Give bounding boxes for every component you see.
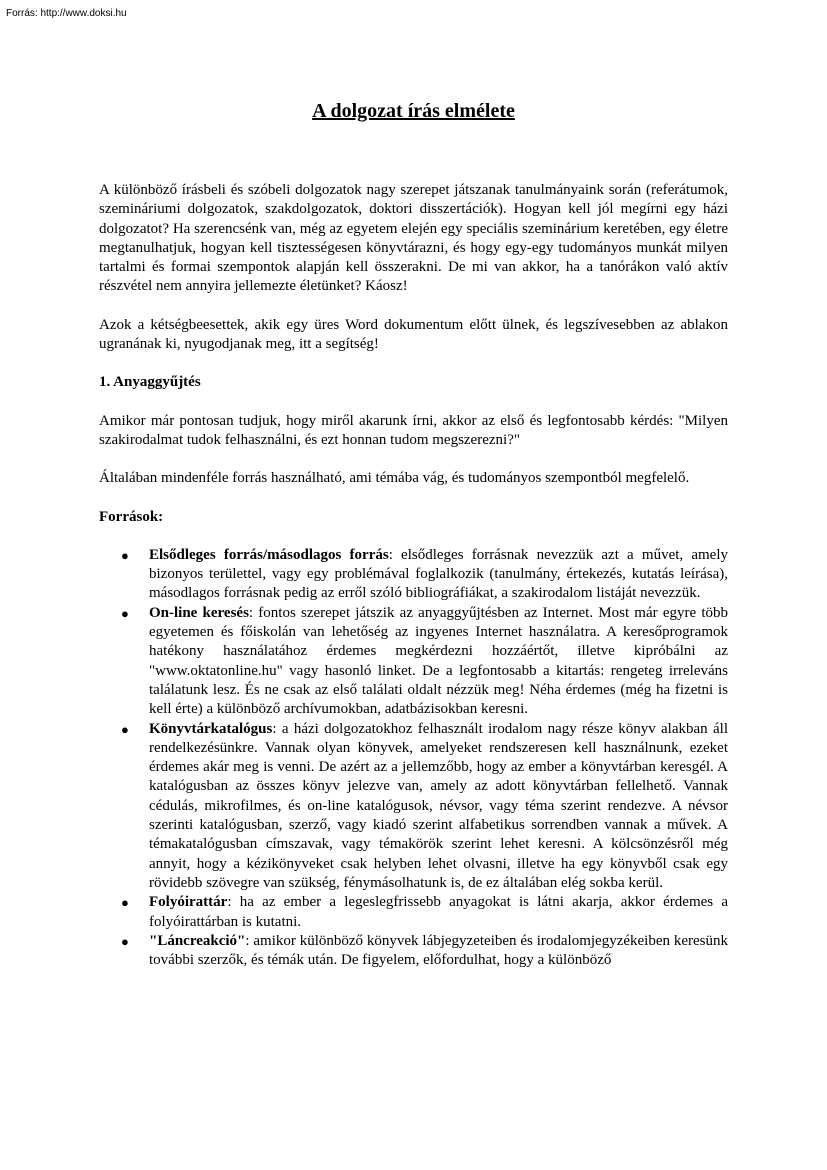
bullet-icon: ●	[121, 547, 129, 563]
document-body	[99, 181, 728, 970]
list-item-term: Elsődleges forrás/másodlagos forrás	[149, 546, 389, 563]
page-title: A dolgozat írás elmélete	[312, 100, 515, 122]
list-item-term: Folyóirattár	[149, 894, 228, 911]
source-note: Forrás: http://www.doksi.hu	[6, 8, 127, 19]
list-item	[99, 893, 728, 932]
intro-paragraph-2: Azok a kétségbeesettek, akik egy üres Word dokumentum előtt ülnek, és legszívesebben az ablakon ugranának ki, nyugodjanak meg, itt a segítség!	[99, 316, 728, 353]
list-item-term: "Láncreakció"	[149, 932, 246, 949]
list-item-text: : elsődleges forrásnak nevezzük azt a művet, amely bizonyos területtel, vagy egy problémával foglalkozik (tanulmány, értekezés, kutatás leírása), másodlagos forrásnak pedig az erről szóló bibliográfiákat, a szakirodalom listáját nevezzük.	[149, 546, 728, 602]
list-item-text: : amikor különböző könyvek lábjegyzeteiben és irodalomjegyzékeiben keresünk további szerzők, és témák után. De figyelem, előfordulhat, hogy a különböző	[149, 932, 728, 969]
section1-paragraph-2: Általában mindenféle forrás használható, ami témába vág, és tudományos szempontból megfelelő.	[99, 470, 690, 487]
intro-paragraph-1: A különböző írásbeli és szóbeli dolgozatok nagy szerepet játszanak tanulmányaink során (referátumok, szemináriumi dolgozatok, szakdolgozatok, doktori disszertációk). Hogyan kell jól megírni egy házi dolgozatot? Ha szerencsénk van, még az egyetem elején egy speciális szeminárium keretében, egy életre megtanulhatjuk, hogyan kell tisztességesen könyvtárazni, és hogy egy-egy tudományos munkát milyen tartalmi és formai szempontok alapján kell összerakni. De mi van akkor, ha a tanórákon való aktív részvétel nem annyira jellemezte életünket? Káosz!	[99, 182, 728, 295]
list-item	[99, 546, 728, 604]
sources-list	[99, 546, 728, 971]
list-item-text: : fontos szerepet játszik az anyaggyűjtésben az Internet. Most már egyre több egyetemen és főiskolán van lehetőség az ingyenes Internet használatra. A keresőprogramok hatékony használatához érdemes megkérdezni hozzáértőt, illetve kipróbálni az "www.oktatonline.hu" vagy hasonló linket. De a legfontosabb a kitartás: rengeteg irreleváns találatunk lesz. És ne csak az első találati oldalt nézzük meg! Néha érdemes (még ha fizetni is kell érte) a különböző archívumokban, adatbázisokban keresni.	[149, 604, 729, 718]
bullet-icon: ●	[121, 605, 129, 621]
list-item-text: : a házi dolgozatokhoz felhasznált irodalom nagy része könyv alakban áll rendelkezésünkre. Vannak olyan könyvek, amelyeket rendszeresen kell használnunk, ezeket érdemes akár meg is venni. De azért az a jellemzőbb, hogy az ember a könyvtárban keresgél. A katalógusban az összes könyv jelezve van, amely az adott könyvtárban fellelhető. Vannak cédulás, mikrofilmes, és on-line katalógusok, névsor, vagy téma szerint rendezve. A névsor szerinti katalógusban, szerző, vagy kiadó szerint alfabetikus sorrendben vannak a művek. A témakatalógusban címszavak, vagy témakörök szerint lehet keresni. A kölcsönzésről még annyit, hogy a kézikönyveket csak helyben lehet olvasni, illetve ha egy könyvből csak egy rövidebb szövegre van szükség, fénymásolhatunk is, de ez általában elég sokba kerül.	[149, 720, 728, 891]
sources-heading: Források:	[99, 508, 164, 525]
list-item	[99, 932, 728, 971]
list-item-term: On-line keresés	[149, 604, 249, 621]
bullet-icon: ●	[121, 895, 129, 911]
list-item-term: Könyvtárkatalógus	[149, 720, 273, 737]
list-item-text: : ha az ember a legeslegfrissebb anyagokat is látni akarja, akkor érdemes a folyóirattárban is kutatni.	[149, 894, 728, 930]
bullet-icon: ●	[121, 721, 129, 737]
section-heading-anyaggyujtes: 1. Anyaggyűjtés	[99, 374, 201, 391]
section1-paragraph-1: Amikor már pontosan tudjuk, hogy miről akarunk írni, akkor az első és legfontosabb kérdés: "Milyen szakirodalmat tudok felhasználni, és ezt honnan tudom megszerezni?"	[99, 412, 728, 448]
bullet-icon: ●	[121, 933, 129, 949]
list-item	[99, 604, 728, 720]
list-item	[99, 720, 728, 894]
